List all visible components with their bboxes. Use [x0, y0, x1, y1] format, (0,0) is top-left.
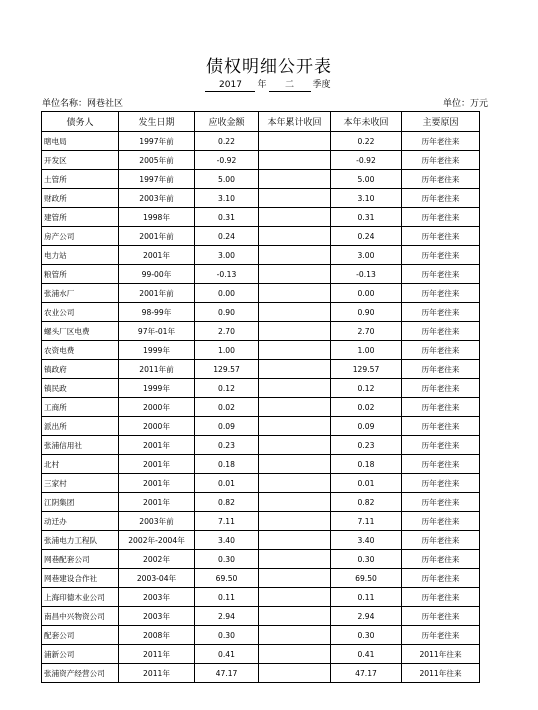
debtor-cell: 江阴集团	[42, 493, 119, 512]
recovered-cell	[259, 246, 331, 265]
unrecovered-cell: 0.12	[331, 379, 402, 398]
unrecovered-cell: 129.57	[331, 360, 402, 379]
table-row	[42, 626, 480, 645]
debtor-cell: 镇民政	[42, 379, 119, 398]
date-cell: 1998年	[119, 208, 195, 227]
recovered-cell	[259, 284, 331, 303]
debtor-cell: 张浦信用社	[42, 436, 119, 455]
recovered-cell	[259, 322, 331, 341]
debtor-cell: 农资电费	[42, 341, 119, 360]
header-unrecovered: 本年未收回	[331, 112, 402, 132]
receivable-cell: 2.70	[195, 322, 259, 341]
reason-cell: 历年老往来	[402, 417, 480, 436]
recovered-cell	[259, 132, 331, 151]
table-row	[42, 189, 480, 208]
date-cell: 2001年前	[119, 227, 195, 246]
receivable-cell: 0.09	[195, 417, 259, 436]
receivable-cell: 0.11	[195, 588, 259, 607]
date-cell: 2001年	[119, 493, 195, 512]
debtor-cell: 工商所	[42, 398, 119, 417]
debtor-cell: 动迁办	[42, 512, 119, 531]
period-quarter-label: 季度	[312, 80, 331, 90]
table-row	[42, 151, 480, 170]
date-cell: 2003年	[119, 607, 195, 626]
date-cell: 2001年	[119, 455, 195, 474]
recovered-cell	[259, 189, 331, 208]
table-row	[42, 550, 480, 569]
date-cell: 2003年前	[119, 512, 195, 531]
unrecovered-cell: 0.02	[331, 398, 402, 417]
recovered-cell	[259, 626, 331, 645]
debtor-cell: 土管所	[42, 170, 119, 189]
reason-cell: 历年老往来	[402, 265, 480, 284]
report-period	[0, 77, 538, 92]
date-cell: 2003年	[119, 588, 195, 607]
debtor-cell: 农业公司	[42, 303, 119, 322]
recovered-cell	[259, 303, 331, 322]
unrecovered-cell: 1.00	[331, 341, 402, 360]
table-row	[42, 398, 480, 417]
reason-cell: 历年老往来	[402, 398, 480, 417]
unrecovered-cell: 3.10	[331, 189, 402, 208]
debtor-cell: 镇政府	[42, 360, 119, 379]
debtor-cell: 网巷建设合作社	[42, 569, 119, 588]
date-cell: 2011年前	[119, 360, 195, 379]
table-row	[42, 265, 480, 284]
recovered-cell	[259, 360, 331, 379]
debtor-cell: 北村	[42, 455, 119, 474]
reason-cell: 历年老往来	[402, 607, 480, 626]
table-row	[42, 208, 480, 227]
debtor-cell: 开发区	[42, 151, 119, 170]
receivable-cell: 0.24	[195, 227, 259, 246]
unrecovered-cell: 0.82	[331, 493, 402, 512]
receivable-cell: 0.01	[195, 474, 259, 493]
unrecovered-cell: 0.24	[331, 227, 402, 246]
reason-cell: 历年老往来	[402, 493, 480, 512]
recovered-cell	[259, 569, 331, 588]
receivable-cell: 3.00	[195, 246, 259, 265]
table-row	[42, 170, 480, 189]
debtor-cell: 南昌中兴物资公司	[42, 607, 119, 626]
date-cell: 99-00年	[119, 265, 195, 284]
unrecovered-cell: 0.41	[331, 645, 402, 664]
unrecovered-cell: -0.13	[331, 265, 402, 284]
unrecovered-cell: 3.00	[331, 246, 402, 265]
unit-name-label: 单位名称：网巷社区	[42, 99, 124, 109]
unrecovered-cell: 69.50	[331, 569, 402, 588]
debtor-cell: 螺头厂区电费	[42, 322, 119, 341]
debtor-cell: 派出所	[42, 417, 119, 436]
unrecovered-cell: 0.31	[331, 208, 402, 227]
table-header-row	[42, 112, 480, 132]
header-debtor: 债务人	[42, 112, 119, 132]
receivable-cell: 47.17	[195, 664, 259, 683]
unrecovered-cell: 7.11	[331, 512, 402, 531]
receivable-cell: 3.40	[195, 531, 259, 550]
receivable-cell: 5.00	[195, 170, 259, 189]
receivable-cell: 7.11	[195, 512, 259, 531]
date-cell: 2005年前	[119, 151, 195, 170]
unrecovered-cell: 0.30	[331, 626, 402, 645]
date-cell: 2011年	[119, 645, 195, 664]
reason-cell: 历年老往来	[402, 360, 480, 379]
recovered-cell	[259, 341, 331, 360]
date-cell: 2003-04年	[119, 569, 195, 588]
receivable-cell: 0.82	[195, 493, 259, 512]
debtor-cell: 上海印德木业公司	[42, 588, 119, 607]
receivable-cell: -0.92	[195, 151, 259, 170]
unrecovered-cell: 0.22	[331, 132, 402, 151]
date-cell: 98-99年	[119, 303, 195, 322]
receivable-cell: 1.00	[195, 341, 259, 360]
recovered-cell	[259, 664, 331, 683]
receivable-cell: 0.30	[195, 626, 259, 645]
unrecovered-cell: 2.94	[331, 607, 402, 626]
reason-cell: 历年老往来	[402, 569, 480, 588]
header-reason: 主要原因	[402, 112, 480, 132]
table-row	[42, 132, 480, 151]
unit-money-label: 单位：万元	[442, 99, 488, 109]
reason-cell: 历年老往来	[402, 341, 480, 360]
date-cell: 97年-01年	[119, 322, 195, 341]
table-row	[42, 664, 480, 683]
receivable-cell: 0.30	[195, 550, 259, 569]
recovered-cell	[259, 151, 331, 170]
unrecovered-cell: 5.00	[331, 170, 402, 189]
debt-table	[41, 111, 480, 683]
debtor-cell: 瞎电局	[42, 132, 119, 151]
receivable-cell: 0.18	[195, 455, 259, 474]
reason-cell: 历年老往来	[402, 531, 480, 550]
recovered-cell	[259, 208, 331, 227]
unrecovered-cell: 3.40	[331, 531, 402, 550]
table-row	[42, 341, 480, 360]
recovered-cell	[259, 474, 331, 493]
table-row	[42, 303, 480, 322]
reason-cell: 历年老往来	[402, 303, 480, 322]
receivable-cell: 0.22	[195, 132, 259, 151]
receivable-cell: 0.00	[195, 284, 259, 303]
date-cell: 1999年	[119, 341, 195, 360]
debtor-cell: 配套公司	[42, 626, 119, 645]
receivable-cell: 0.41	[195, 645, 259, 664]
unrecovered-cell: 0.18	[331, 455, 402, 474]
recovered-cell	[259, 170, 331, 189]
date-cell: 2008年	[119, 626, 195, 645]
date-cell: 1997年前	[119, 170, 195, 189]
period-quarter: 二	[269, 80, 311, 92]
table-row	[42, 474, 480, 493]
unrecovered-cell: 47.17	[331, 664, 402, 683]
date-cell: 2000年	[119, 398, 195, 417]
date-cell: 2001年	[119, 246, 195, 265]
reason-cell: 历年老往来	[402, 322, 480, 341]
table-body	[42, 132, 480, 683]
debtor-cell: 电力站	[42, 246, 119, 265]
reason-cell: 历年老往来	[402, 626, 480, 645]
table-row	[42, 531, 480, 550]
table-row	[42, 227, 480, 246]
reason-cell: 历年老往来	[402, 284, 480, 303]
recovered-cell	[259, 512, 331, 531]
table-row	[42, 322, 480, 341]
header-recovered: 本年累计收回	[259, 112, 331, 132]
recovered-cell	[259, 550, 331, 569]
recovered-cell	[259, 531, 331, 550]
receivable-cell: 0.90	[195, 303, 259, 322]
reason-cell: 历年老往来	[402, 474, 480, 493]
table-row	[42, 588, 480, 607]
recovered-cell	[259, 398, 331, 417]
unrecovered-cell: 2.70	[331, 322, 402, 341]
period-year-label: 年	[257, 80, 267, 90]
date-cell: 2001年	[119, 436, 195, 455]
debtor-cell: 粮管所	[42, 265, 119, 284]
receivable-cell: 0.12	[195, 379, 259, 398]
reason-cell: 历年老往来	[402, 512, 480, 531]
reason-cell: 历年老往来	[402, 132, 480, 151]
receivable-cell: 0.02	[195, 398, 259, 417]
reason-cell: 2011年往来	[402, 645, 480, 664]
table-row	[42, 417, 480, 436]
reason-cell: 2011年往来	[402, 664, 480, 683]
table-row	[42, 607, 480, 626]
date-cell: 2000年	[119, 417, 195, 436]
reason-cell: 历年老往来	[402, 208, 480, 227]
debtor-cell: 建管所	[42, 208, 119, 227]
unrecovered-cell: 0.30	[331, 550, 402, 569]
reason-cell: 历年老往来	[402, 227, 480, 246]
recovered-cell	[259, 417, 331, 436]
receivable-cell: 0.23	[195, 436, 259, 455]
debtor-cell: 张浦水厂	[42, 284, 119, 303]
recovered-cell	[259, 379, 331, 398]
unrecovered-cell: -0.92	[331, 151, 402, 170]
receivable-cell: 69.50	[195, 569, 259, 588]
reason-cell: 历年老往来	[402, 436, 480, 455]
table-row	[42, 512, 480, 531]
recovered-cell	[259, 493, 331, 512]
debtor-cell: 房产公司	[42, 227, 119, 246]
reason-cell: 历年老往来	[402, 170, 480, 189]
reason-cell: 历年老往来	[402, 151, 480, 170]
debtor-cell: 三家村	[42, 474, 119, 493]
date-cell: 2001年	[119, 474, 195, 493]
receivable-cell: 129.57	[195, 360, 259, 379]
date-cell: 2002年-2004年	[119, 531, 195, 550]
recovered-cell	[259, 607, 331, 626]
debtor-cell: 张浦资产经营公司	[42, 664, 119, 683]
unrecovered-cell: 0.23	[331, 436, 402, 455]
header-receivable: 应收金额	[195, 112, 259, 132]
table-row	[42, 284, 480, 303]
date-cell: 1997年前	[119, 132, 195, 151]
page-title: 债权明细公开表	[206, 57, 332, 77]
period-year: 2017	[205, 80, 255, 92]
date-cell: 2001年前	[119, 284, 195, 303]
table-row	[42, 360, 480, 379]
table-row	[42, 246, 480, 265]
recovered-cell	[259, 227, 331, 246]
header-date: 发生日期	[119, 112, 195, 132]
receivable-cell: 2.94	[195, 607, 259, 626]
date-cell: 2011年	[119, 664, 195, 683]
recovered-cell	[259, 265, 331, 284]
receivable-cell: 3.10	[195, 189, 259, 208]
reason-cell: 历年老往来	[402, 550, 480, 569]
table-row	[42, 569, 480, 588]
receivable-cell: -0.13	[195, 265, 259, 284]
unrecovered-cell: 0.11	[331, 588, 402, 607]
table-row	[42, 436, 480, 455]
unrecovered-cell: 0.90	[331, 303, 402, 322]
date-cell: 2002年	[119, 550, 195, 569]
reason-cell: 历年老往来	[402, 189, 480, 208]
reason-cell: 历年老往来	[402, 379, 480, 398]
recovered-cell	[259, 645, 331, 664]
reason-cell: 历年老往来	[402, 455, 480, 474]
debtor-cell: 财政所	[42, 189, 119, 208]
reason-cell: 历年老往来	[402, 246, 480, 265]
recovered-cell	[259, 436, 331, 455]
table-row	[42, 645, 480, 664]
unrecovered-cell: 0.01	[331, 474, 402, 493]
table-row	[42, 379, 480, 398]
debtor-cell: 张浦电力工程队	[42, 531, 119, 550]
recovered-cell	[259, 455, 331, 474]
recovered-cell	[259, 588, 331, 607]
debtor-cell: 浦新公司	[42, 645, 119, 664]
date-cell: 1999年	[119, 379, 195, 398]
table-row	[42, 493, 480, 512]
unrecovered-cell: 0.09	[331, 417, 402, 436]
debtor-cell: 网巷配套公司	[42, 550, 119, 569]
reason-cell: 历年老往来	[402, 588, 480, 607]
date-cell: 2003年前	[119, 189, 195, 208]
unrecovered-cell: 0.00	[331, 284, 402, 303]
table-row	[42, 455, 480, 474]
receivable-cell: 0.31	[195, 208, 259, 227]
